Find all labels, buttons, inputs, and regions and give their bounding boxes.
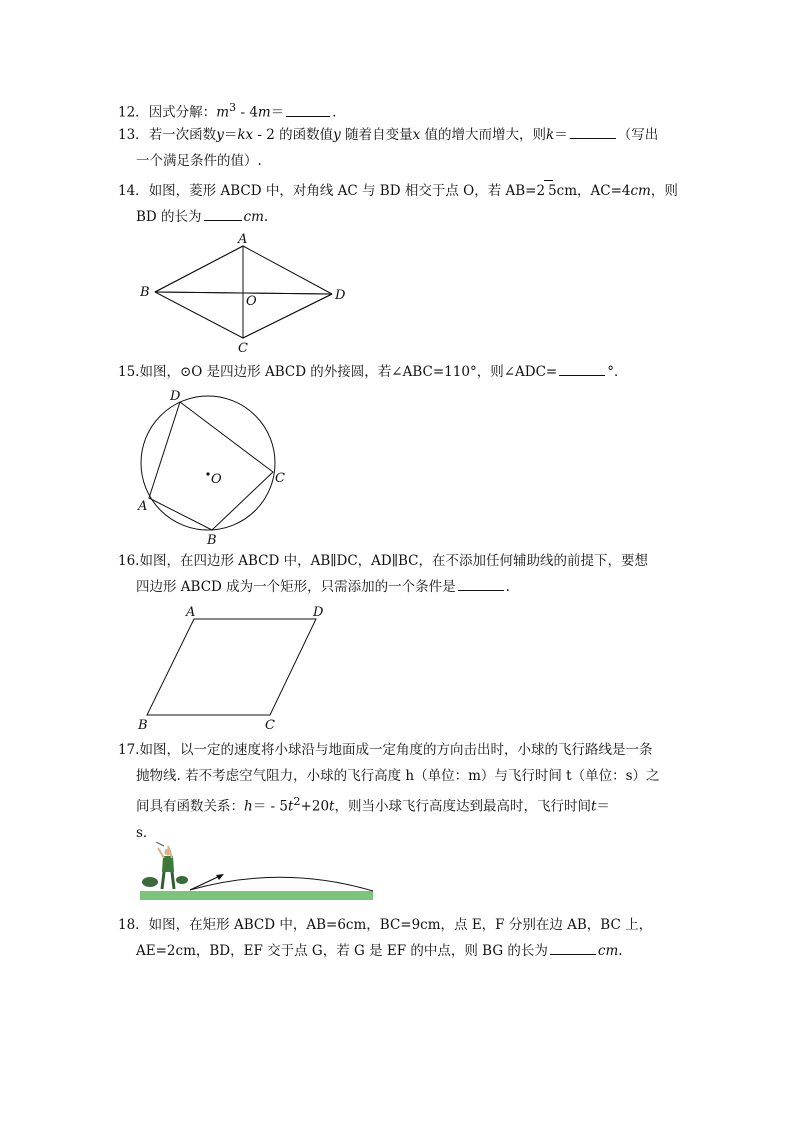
q13-x2: x (412, 127, 421, 143)
q13-eq: ＝ (223, 127, 238, 143)
q17-line1: 17.如图，以一定的速度将小球沿与地面成一定角度的方向击出时，小球的飞行路线是一条 (118, 742, 653, 758)
question-17 (118, 737, 678, 846)
q14-line2: BD 的长为 (136, 209, 202, 225)
q13-y: y (216, 127, 224, 143)
q13-t3: 随着自变量 (340, 127, 413, 143)
side-ad (243, 246, 332, 294)
q17-h: h (244, 798, 253, 815)
answer-blank[interactable] (204, 206, 242, 221)
q14-number: 14． (118, 183, 149, 199)
q13-number: 13． (118, 127, 149, 143)
question-12 (118, 95, 678, 126)
golfer-icon (142, 842, 188, 889)
answer-blank[interactable] (559, 361, 605, 376)
q12-end: ． (332, 104, 346, 121)
q16-end: . (505, 579, 510, 595)
q12-number: 12． (118, 104, 149, 121)
q13-t1: 若一次函数 (148, 127, 217, 143)
q17-l3a: 间具有函数关系： (136, 798, 244, 815)
question-15 (118, 359, 678, 385)
q17-sup: 2 (293, 795, 301, 808)
q13-y2: y (333, 127, 341, 143)
label-a: A (238, 232, 248, 247)
q13-eq2: ＝ (554, 127, 568, 143)
answer-blank[interactable] (570, 124, 616, 139)
label-o: O (211, 472, 222, 487)
q14-cm: cm (630, 183, 651, 199)
q14-t1: 如图，菱形 ABCD 中，对角线 AC 与 BD 相交于点 O，若 AB=2 (148, 183, 546, 199)
label-b: B (140, 285, 150, 300)
q18-line2: AE=2cm，BD，EF 交于点 G，若 G 是 EF 的中点，则 BG 的长为 (136, 943, 548, 959)
q12-text: 因式分解： (148, 104, 217, 121)
q13-t5: （写出 (617, 127, 659, 143)
launch-arrow (190, 875, 222, 890)
q13-t2: - 2 的函数值 (253, 127, 334, 143)
answer-blank[interactable] (458, 576, 504, 591)
rhombus-figure (130, 230, 360, 360)
ground-strip (140, 891, 373, 900)
label-d: D (170, 389, 181, 404)
ball-trajectory (190, 877, 373, 891)
q14-end: . (263, 209, 269, 225)
q17-l3e: ＝ (596, 798, 610, 815)
q12-var: m (216, 104, 229, 121)
q17-line2: 抛物线. 若不考虑空气阻力，小球的飞行高度 h（单位：m）与飞行时间 t（单位：s）之 (136, 768, 660, 784)
q13-x: x (245, 127, 254, 143)
label-d: D (335, 288, 346, 303)
label-c: C (265, 718, 275, 732)
q17-t: t (287, 798, 294, 815)
q16-line2: 四边形 ABCD 成为一个矩形，只需添加的一个条件是 (136, 579, 456, 595)
q17-l3c: +20 (300, 798, 330, 815)
q17-l3b: ＝ - 5 (252, 798, 288, 815)
center-point (206, 472, 209, 475)
q18-unit: cm (597, 943, 619, 959)
q17-l3d: ，则当小球飞行高度达到最高时，飞行时间 (334, 798, 591, 815)
q17-t3: t (590, 798, 597, 815)
q17-t2: t (329, 798, 335, 815)
question-18 (118, 912, 678, 964)
q17-line4: s． (136, 824, 157, 841)
q14-t3: ，则 (650, 183, 678, 199)
q12-eq: ＝ (270, 104, 285, 121)
q12-var2: m (257, 104, 271, 121)
label-b: B (138, 718, 148, 732)
label-d: D (313, 605, 324, 620)
golf-trajectory-figure (138, 842, 378, 904)
sqrt-symbol: 5 (548, 178, 557, 204)
q12-exp: 3 (229, 101, 237, 114)
q13-k2: k (546, 127, 555, 143)
question-16 (118, 548, 678, 600)
q16-line1: 16.如图，在四边形 ABCD 中，AB∥DC，AD∥BC，在不添加任何辅助线的前提下，要想 (118, 553, 648, 569)
side-cb (155, 292, 243, 338)
q14-t2: cm，AC=4 (556, 183, 631, 199)
q12-minus: - 4 (236, 104, 258, 121)
q18-line1: 18．如图，在矩形 ABCD 中，AB=6cm，BC=9cm，点 E，F 分别在边 AB，BC 上， (118, 917, 653, 933)
q18-end: . (618, 943, 623, 959)
label-b: B (207, 533, 217, 548)
label-c: C (238, 341, 248, 356)
parallelogram-abcd (147, 619, 316, 715)
q15-t1: 如图，⊙O 是四边形 ABCD 的外接圆，若∠ABC=110°，则∠ADC= (139, 364, 558, 380)
question-14 (118, 178, 678, 230)
answer-blank[interactable] (286, 102, 330, 117)
parallelogram-figure (132, 602, 342, 732)
circle-figure (132, 385, 302, 550)
label-a: A (186, 605, 196, 620)
side-ab (155, 246, 243, 292)
q13-t4: 值的增大而增大，则 (420, 127, 547, 143)
question-13 (118, 122, 678, 174)
q15-end: °． (607, 364, 628, 380)
label-a: A (138, 499, 148, 514)
circumcircle (141, 396, 275, 530)
q13-line2: 一个满足条件的值）. (136, 153, 262, 169)
q13-k: k (237, 127, 246, 143)
q15-number: 15. (118, 364, 140, 380)
q14-unit: cm (243, 209, 264, 225)
label-c: C (275, 471, 285, 486)
answer-blank[interactable] (550, 940, 596, 955)
label-o: O (246, 294, 257, 309)
